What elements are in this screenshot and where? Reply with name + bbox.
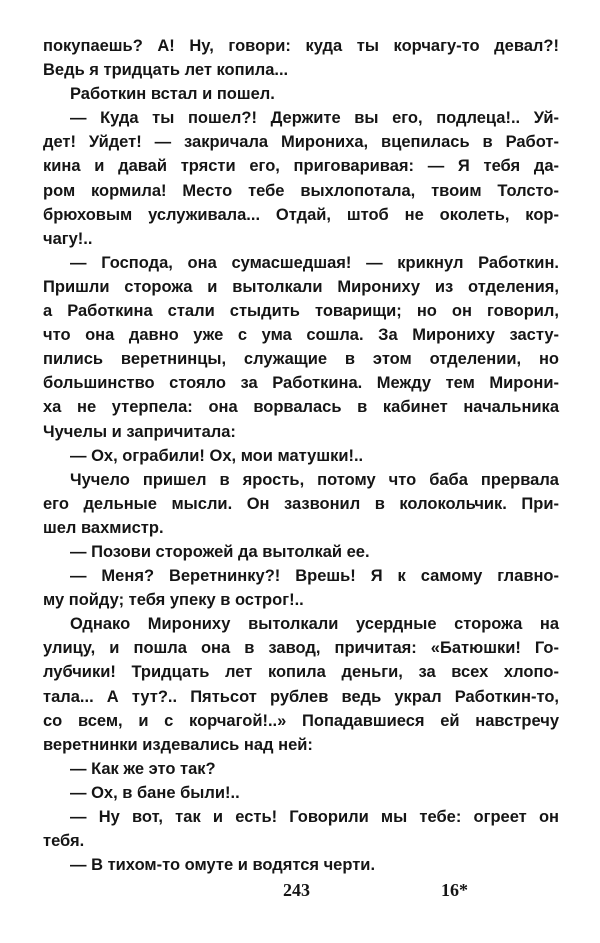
text-line: пились веретнинцы, служащие в этом отделении, но [43,350,559,369]
paragraph [43,82,559,106]
paragraph [43,34,559,82]
text-line: лубчики! Тридцать лет копила деньги, за всех хлопо- [43,663,559,682]
text-line: шел вахмистр. [43,518,164,537]
text-line: что она давно уже с ума сошла. За Мирониху засту- [43,326,559,345]
page-number: 243 [283,880,310,900]
paragraph [43,251,559,444]
text-line: со всем, и с корчагой!..» Попадавшиеся ей навстречу [43,711,559,730]
signature-mark: 16* [441,880,468,900]
text-line: му пойду; тебя упеку в острог!.. [43,591,304,610]
text-line: брюховым услуживала... Отдай, штоб не околеть, кор- [43,205,559,224]
text-line: его дельные мысли. Он зазвонил в колокольчик. При- [43,494,559,513]
text-line: ром кормила! Место тебе выхлопотала, твоим Толсто- [43,181,559,200]
text-line: улицу, и пошла она в завод, причитая: «Батюшки! Го- [43,639,559,658]
text-line: Чучело пришел в ярость, потому что баба прервала [70,470,559,489]
text-line: кина и давай трясти его, приговаривая: — Я тебя да- [43,157,559,176]
page-footer [0,880,600,906]
text-line: — Ну вот, так и есть! Говорили мы тебе: огреет он [70,808,559,826]
text-line: Пришли сторожа и вытолкали Мирониху из отделения, [43,277,559,296]
text-line: — Как же это так? [70,759,216,778]
paragraph [43,757,559,781]
page-body-text [43,34,559,877]
paragraph [43,612,559,757]
text-line: — Ох, ограбили! Ох, мои матушки!.. [70,446,364,465]
paragraph [43,781,559,805]
text-line: дет! Уйдет! — закричала Мирониха, вцепилась в Работ- [43,133,559,152]
text-line: — Ох, в бане были!.. [70,783,240,802]
paragraph [43,444,559,468]
text-line: — Куда ты пошел?! Держите вы его, подлеца!.. Уй- [70,109,559,128]
text-line: покупаешь? А! Ну, говори: куда ты корчагу-то девал?! [43,37,559,55]
paragraph [43,540,559,564]
text-line: — В тихом-то омуте и водятся черти. [70,856,376,875]
text-line: — Позови сторожей да вытолкай ее. [70,542,370,561]
paragraph [43,805,559,853]
text-line: а Работкина стали стыдить товарищи; но он говорил, [43,302,559,321]
text-line: Работкин встал и пошел. [70,85,275,104]
paragraph [43,564,559,612]
text-line: — Меня? Веретнинку?! Врешь! Я к самому главно- [70,567,559,586]
text-line: веретнинки издевались над ней: [43,735,313,754]
text-line: ха не утерпела: она ворвалась в кабинет начальника [43,398,559,417]
paragraph [43,853,559,877]
text-line: Однако Мирониху вытолкали усердные сторожа на [70,615,559,634]
text-line: тебя. [43,832,85,851]
text-line: чагу!.. [43,229,93,248]
text-line: Чучелы и запричитала: [43,422,236,441]
text-line: — Господа, она сумасшедшая! — крикнул Работкин. [70,253,559,272]
text-line: большинство стояло за Работкина. Между тем Мирони- [43,374,559,393]
paragraph [43,468,559,540]
text-line: Ведь я тридцать лет копила... [43,61,289,80]
text-line: тала... А тут?.. Пятьсот рублев ведь украл Работкин-то, [43,687,559,706]
paragraph [43,106,559,251]
